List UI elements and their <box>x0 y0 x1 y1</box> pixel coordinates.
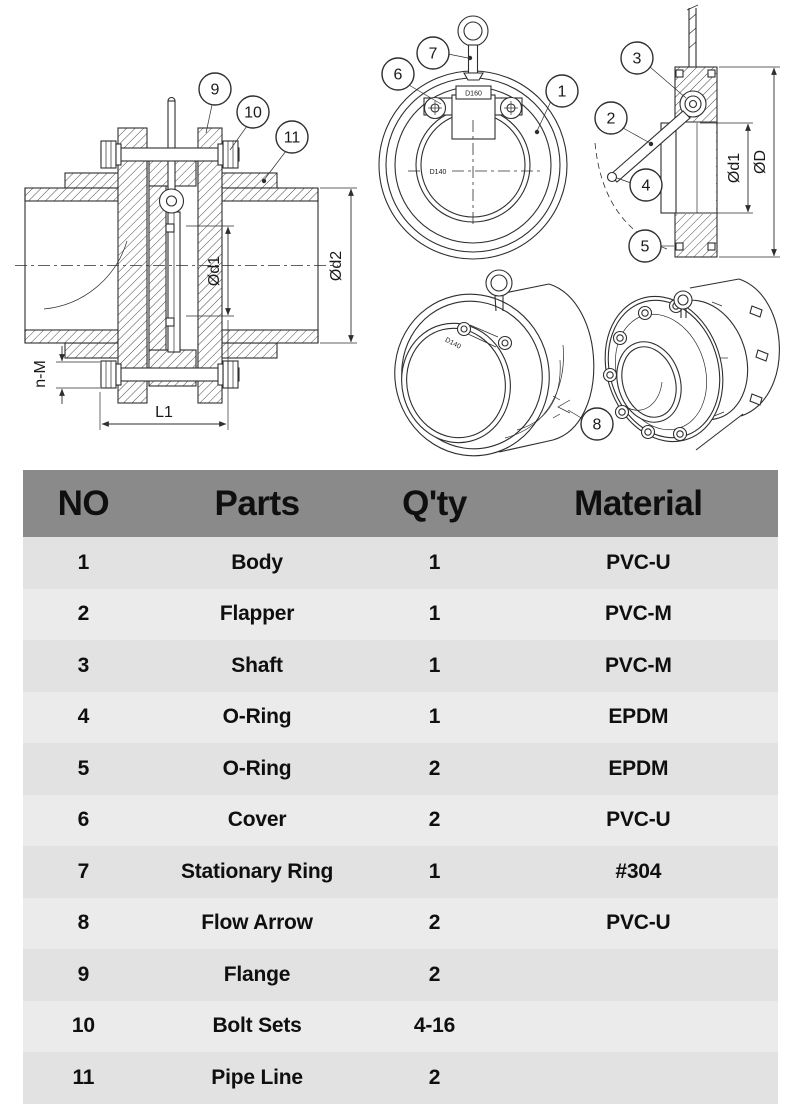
dim-label-D: ØD <box>752 150 769 174</box>
svg-text:9: 9 <box>210 81 220 99</box>
cell-part: Pipe Line <box>211 1065 303 1089</box>
cell-material: PVC-M <box>604 602 672 626</box>
front-view <box>379 16 578 259</box>
table-body <box>23 537 778 1104</box>
cell-no: 5 <box>77 756 90 780</box>
svg-text:5: 5 <box>640 238 650 256</box>
table-row <box>23 1052 778 1104</box>
cell-material: PVC-M <box>604 653 672 677</box>
cell-material: PVC-U <box>606 911 671 935</box>
cell-no: 2 <box>77 602 90 626</box>
cell-no: 9 <box>77 962 90 986</box>
cell-part: O-Ring <box>222 756 292 780</box>
table-row <box>23 795 778 847</box>
svg-text:2: 2 <box>606 110 616 128</box>
column-header-qty: Q'ty <box>402 483 467 523</box>
technical-drawing <box>0 0 801 466</box>
dim-label-d1: Ød1 <box>206 255 223 287</box>
callout-5 <box>629 230 661 262</box>
cell-part: Shaft <box>231 653 283 677</box>
cell-part: Cover <box>227 808 287 832</box>
callout-7 <box>417 37 449 69</box>
iso-view-open <box>378 270 613 466</box>
svg-text:3: 3 <box>632 50 642 68</box>
table-row <box>23 692 778 744</box>
cell-part: Bolt Sets <box>212 1014 302 1038</box>
callout-4 <box>630 169 662 201</box>
cell-qty: 4-16 <box>413 1014 456 1038</box>
callout-1 <box>546 75 578 107</box>
table-row <box>23 846 778 898</box>
dim-label-d1-side: Ød1 <box>726 152 743 184</box>
cell-part: Flange <box>223 962 291 986</box>
parts-table <box>23 470 778 1104</box>
cell-part: Body <box>231 550 283 574</box>
callout-2 <box>595 102 627 134</box>
callout-11 <box>276 121 308 153</box>
cell-qty: 2 <box>428 756 441 780</box>
svg-text:11: 11 <box>283 129 301 147</box>
dim-label-nm: n-M <box>32 360 49 388</box>
side-view <box>595 5 780 262</box>
callout-3 <box>621 42 653 74</box>
svg-text:7: 7 <box>428 45 438 63</box>
callout-8 <box>581 408 613 440</box>
cell-qty: 1 <box>428 859 441 883</box>
column-header-no: NO <box>57 483 110 523</box>
table-row <box>23 1001 778 1053</box>
cell-no: 10 <box>71 1014 95 1038</box>
cell-no: 8 <box>77 911 90 935</box>
callout-9 <box>199 73 231 105</box>
svg-text:1: 1 <box>557 83 567 101</box>
flapper-tag-text: D140 <box>443 336 462 351</box>
cell-no: 7 <box>77 859 90 883</box>
cell-material: EPDM <box>608 756 669 780</box>
cell-material: PVC-U <box>606 808 671 832</box>
cell-qty: 2 <box>428 962 441 986</box>
table-row <box>23 898 778 950</box>
cell-qty: 1 <box>428 602 441 626</box>
cell-qty: 2 <box>428 1065 441 1089</box>
cell-part: Stationary Ring <box>180 859 334 883</box>
cell-material: PVC-U <box>606 550 671 574</box>
cell-material: EPDM <box>608 705 669 729</box>
svg-text:8: 8 <box>592 416 602 434</box>
iso-view-assembled <box>587 279 779 457</box>
cell-no: 3 <box>77 653 90 677</box>
svg-text:4: 4 <box>641 177 651 195</box>
cell-material: #304 <box>615 859 662 883</box>
cell-qty: 1 <box>428 653 441 677</box>
cell-part: Flow Arrow <box>201 911 313 935</box>
svg-text:6: 6 <box>393 66 403 84</box>
table-row <box>23 640 778 692</box>
table-row <box>23 743 778 795</box>
section-view <box>15 73 357 430</box>
front-tag-text: D160 <box>465 90 482 98</box>
cell-no: 6 <box>77 808 90 832</box>
dim-label-d2: Ød2 <box>328 250 345 282</box>
callout-10 <box>237 96 269 128</box>
dim-label-l1: L1 <box>155 404 173 421</box>
svg-text:10: 10 <box>244 104 262 122</box>
column-header-parts: Parts <box>214 483 300 523</box>
table-row <box>23 589 778 641</box>
cell-qty: 1 <box>428 550 441 574</box>
cell-part: O-Ring <box>222 705 292 729</box>
cell-part: Flapper <box>219 602 295 626</box>
table-row <box>23 949 778 1001</box>
table-row <box>23 537 778 589</box>
cell-no: 11 <box>72 1065 95 1089</box>
front-center-text: D140 <box>429 169 447 176</box>
cell-no: 4 <box>77 705 90 729</box>
callout-6 <box>382 58 414 90</box>
cell-qty: 2 <box>428 808 441 832</box>
cell-no: 1 <box>77 550 90 574</box>
cell-qty: 2 <box>428 911 441 935</box>
column-header-material: Material <box>574 483 703 523</box>
table-header-row <box>23 470 778 537</box>
cell-qty: 1 <box>428 705 441 729</box>
